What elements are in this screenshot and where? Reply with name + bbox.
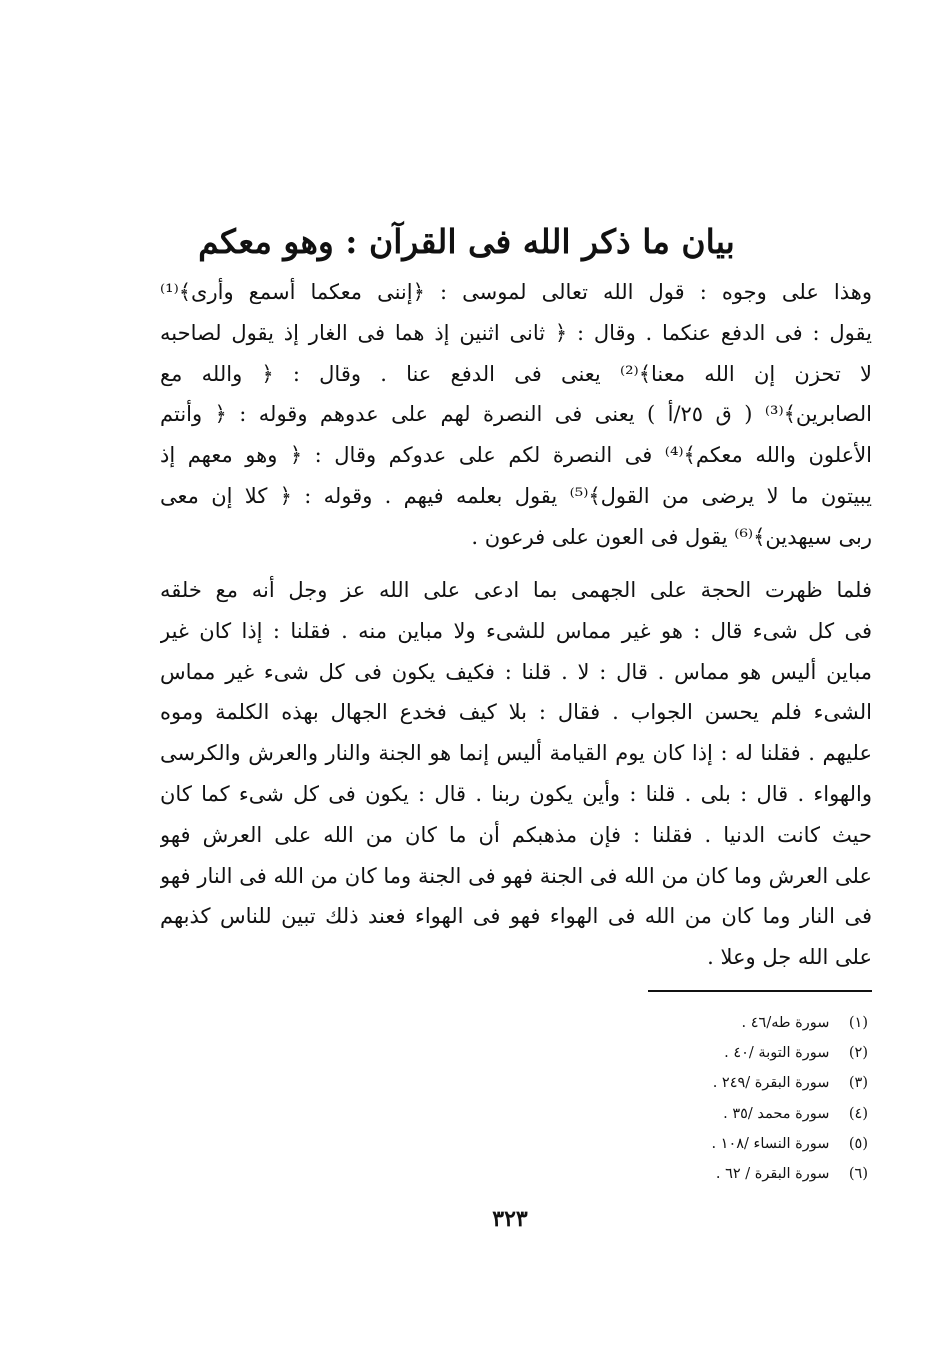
text-line: الأعلون والله معكم﴾⁽⁴⁾ فى النصرة لكم على عدوكم وقال : ﴿ وهو معهم إذ	[160, 443, 872, 468]
footnote-number: (١)	[848, 1015, 868, 1031]
footnote-item	[500, 1099, 868, 1129]
text-line: فى النار وما كان من الله فى الهواء فهو فى الهواء فعند ذلك تبين للناس كذبهم	[160, 904, 872, 929]
footnote-number: (٥)	[848, 1135, 868, 1152]
footnote-item	[500, 1159, 868, 1189]
text-line: يبيتون ما لا يرضى من القول﴾⁽⁵⁾ يقول بعلمه فيهم . وقوله : ﴿ كلا إن معى	[160, 483, 872, 508]
footnote-item	[500, 1068, 868, 1098]
paragraph-argument	[160, 570, 872, 978]
footnotes-list	[500, 1008, 868, 1189]
footnote-divider	[648, 990, 872, 992]
text-line: على العرش وما كان من الله فى الجنة فهو فى الجنة وما كان من الله فى النار فهو	[160, 863, 872, 888]
text-line: فى كل شىء قال : هو غير مماس للشىء ولا مباين منه . فقلنا : إذا كان غير	[160, 618, 872, 643]
text-line: مباين أليس هو مماس . قال : لا . قلنا : فكيف يكون فى كل شىء غير مماس	[160, 659, 872, 684]
footnote-item	[500, 1008, 868, 1038]
footnote-number: (٢)	[848, 1045, 868, 1062]
page-number: ٣٢٣	[492, 1206, 528, 1232]
text-line: ربى سيهدين﴾⁽⁶⁾ يقول فى العون على فرعون .	[471, 524, 872, 549]
footnote-text: سورة طه/٤٦ .	[741, 1015, 830, 1031]
text-line: الشىء فلم يحسن الجواب . فقال : بلا كيف فخدع الجهال بهذه الكلمة وموه	[160, 700, 872, 725]
text-line: يقول : فى الدفع عنكما . وقال : ﴿ ثانى اثنين إذ هما فى الغار إذ يقول لصاحبه	[160, 320, 872, 345]
section-heading: بيان ما ذكر الله فى القرآن : وهو معكم	[198, 222, 735, 262]
footnote-number: (٣)	[848, 1075, 868, 1092]
text-line: لا تحزن إن الله معنا﴾⁽²⁾ يعنى فى الدفع عنا . وقال : ﴿ والله مع	[160, 361, 872, 386]
text-line: والهواء . قال : بلى . قلنا : وأين يكون ربنا . قال : يكون فى كل شىء كما كان	[160, 781, 872, 806]
footnote-item	[500, 1129, 868, 1159]
text-line: عليهم . فقلنا له : إذا كان يوم القيامة أليس إنما هو الجنة والنار والعرش والكرسى	[160, 741, 872, 766]
footnote-item	[500, 1038, 868, 1068]
text-line: حيث كانت الدنيا . فقلنا : فإن مذهبكم أن ما كان من الله على العرش فهو	[160, 822, 872, 847]
footnote-text: سورة التوبة /٤٠ .	[724, 1045, 830, 1062]
text-line: الصابرين﴾⁽³⁾ ( ق ٢٥/أ ) يعنى فى النصرة لهم على عدوهم وقوله : ﴿ وأنتم	[160, 402, 872, 427]
text-line: فلما ظهرت الحجة على الجهمى بما ادعى على الله عز وجل أنه مع خلقه	[160, 578, 872, 602]
footnote-number: (٤)	[848, 1105, 868, 1122]
footnote-text: سورة البقرة /٢٤٩ .	[712, 1075, 830, 1092]
text-line: وهذا على وجوه : قول الله تعالى لموسى : ﴿إننى معكما أسمع وأرى﴾⁽¹⁾	[160, 280, 872, 304]
text-line: على الله جل وعلا .	[707, 945, 872, 970]
paragraph-quran-verses	[160, 272, 872, 558]
footnote-number: (٦)	[848, 1166, 868, 1183]
footnote-text: سورة النساء /١٠٨ .	[711, 1135, 830, 1152]
footnote-text: سورة محمد /٣٥ .	[723, 1105, 830, 1122]
footnote-text: سورة البقرة / ٦٢ .	[715, 1166, 830, 1183]
